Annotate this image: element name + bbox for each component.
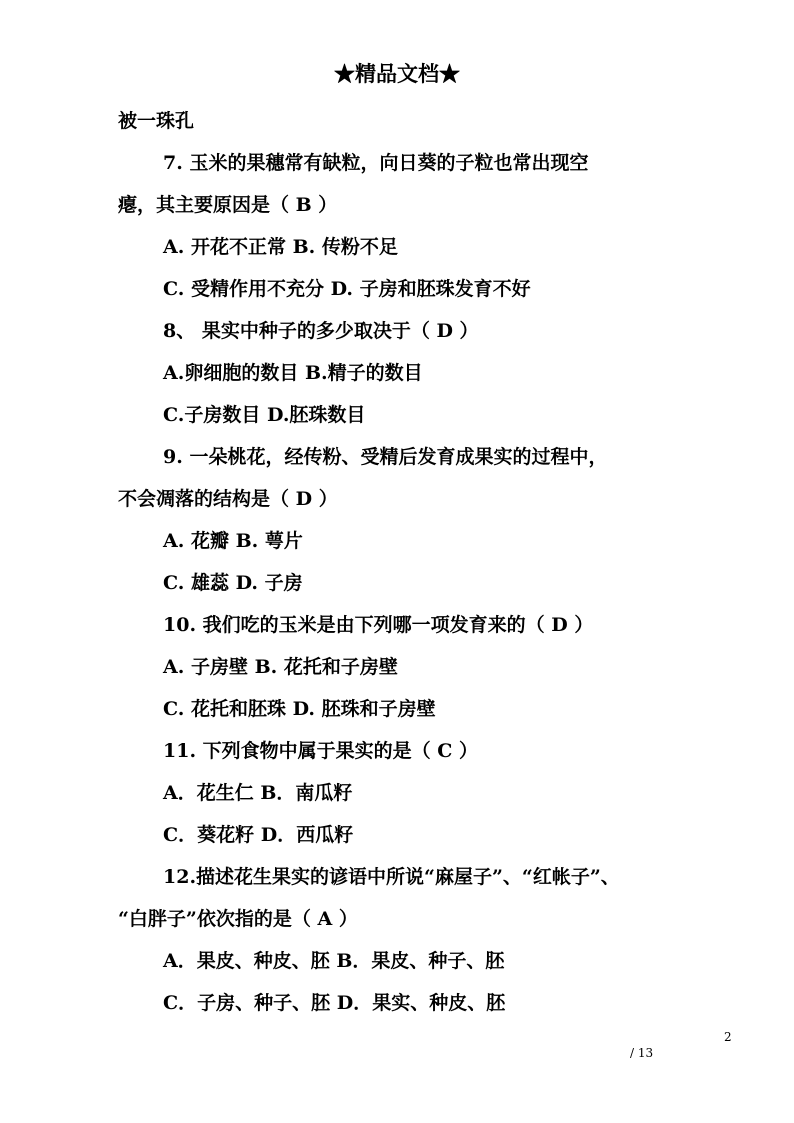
question-9-stem: 9. 一朵桃花，经传粉、受精后发育成果实的过程中， bbox=[163, 446, 608, 468]
question-11-stem: 11. 下列食物中属于果实的是（ C ） bbox=[163, 740, 479, 762]
question-12-stem: 12.描述花生果实的谚语中所说“麻屋子”、“红帐子”、 bbox=[163, 866, 620, 888]
question-11-options-cd: C．葵花籽 D．西瓜籽 bbox=[163, 824, 354, 846]
question-12-stem-cont: “白胖子”依次指的是（ A ） bbox=[118, 908, 358, 930]
question-8-options-cd: C.子房数目 D.胚珠数目 bbox=[163, 404, 366, 426]
question-9-stem-cont: 不会凋落的结构是（ D ） bbox=[118, 488, 338, 510]
question-12-options-ab: A．果皮、种皮、胚 B．果皮、种子、胚 bbox=[163, 950, 505, 972]
question-7-stem-cont: 瘪，其主要原因是（ B ） bbox=[118, 194, 338, 216]
question-12-options-cd: C．子房、种子、胚 D．果实、种皮、胚 bbox=[163, 992, 506, 1014]
question-10-stem: 10. 我们吃的玉米是由下列哪一项发育来的（ D ） bbox=[163, 614, 594, 636]
page-header-title: ★精品文档★ bbox=[334, 61, 460, 86]
question-10-options-ab: A. 子房壁 B. 花托和子房壁 bbox=[163, 656, 398, 678]
question-7-options-ab: A. 开花不正常 B. 传粉不足 bbox=[163, 236, 398, 258]
question-7-stem: 7. 玉米的果穗常有缺粒，向日葵的子粒也常出现空 bbox=[163, 152, 589, 174]
question-11-options-ab: A．花生仁 B．南瓜籽 bbox=[163, 782, 353, 804]
question-9-options-ab: A. 花瓣 B. 萼片 bbox=[163, 530, 303, 552]
question-8-stem: 8、 果实中种子的多少取决于（ D ） bbox=[163, 320, 479, 342]
text-line: 被一珠孔 bbox=[118, 110, 195, 132]
question-7-options-cd: C. 受精作用不充分 D. 子房和胚珠发育不好 bbox=[163, 278, 531, 300]
page-number: 2 bbox=[724, 1030, 732, 1044]
question-10-options-cd: C. 花托和胚珠 D. 胚珠和子房壁 bbox=[163, 698, 436, 720]
question-9-options-cd: C. 雄蕊 D. 子房 bbox=[163, 572, 303, 594]
question-8-options-ab: A.卵细胞的数目 B.精子的数目 bbox=[163, 362, 423, 384]
page-total: / 13 bbox=[630, 1046, 654, 1060]
